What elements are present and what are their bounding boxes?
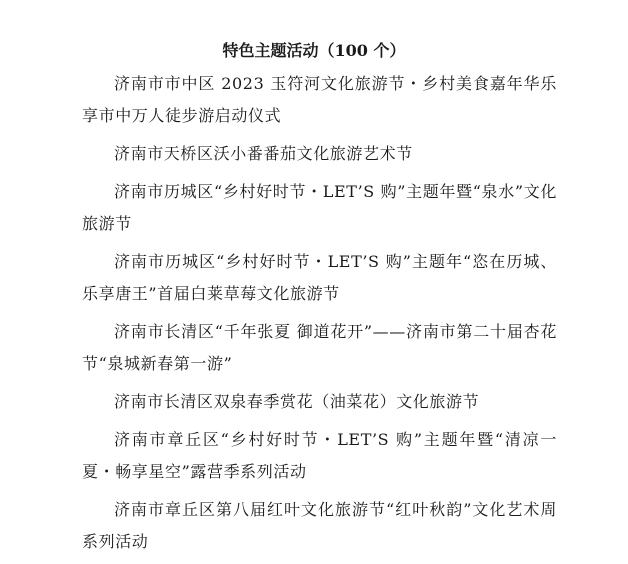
section-title: 特色主题活动（100 个） [222, 41, 406, 60]
list-item: 济南市长清区双泉春季赏花（油菜花）文化旅游节 [114, 392, 480, 411]
activity-list [82, 68, 557, 564]
list-item: 济南市长清区“千年张夏 御道花开”——济南市第二十届杏花节“泉城新春第一游” [82, 322, 557, 373]
list-item: 济南市市中区 2023 玉符河文化旅游节・乡村美食嘉年华乐享市中万人徒步游启动仪式 [82, 74, 557, 125]
list-item: 济南市章丘区第八届红叶文化旅游节“红叶秋韵”文化艺术周系列活动 [82, 500, 557, 551]
list-item: 济南市天桥区沃小番番茄文化旅游艺术节 [114, 144, 413, 163]
list-item: 济南市章丘区“乡村好时节・LET’S 购”主题年暨“清凉一夏・畅享星空”露营季系列活动 [82, 430, 557, 481]
list-item: 济南市历城区“乡村好时节・LET’S 购”主题年“恣在历城、乐享唐王”首届白莱草莓文化旅游节 [82, 252, 557, 303]
list-item: 济南市历城区“乡村好时节・LET’S 购”主题年暨“泉水”文化旅游节 [82, 182, 557, 233]
